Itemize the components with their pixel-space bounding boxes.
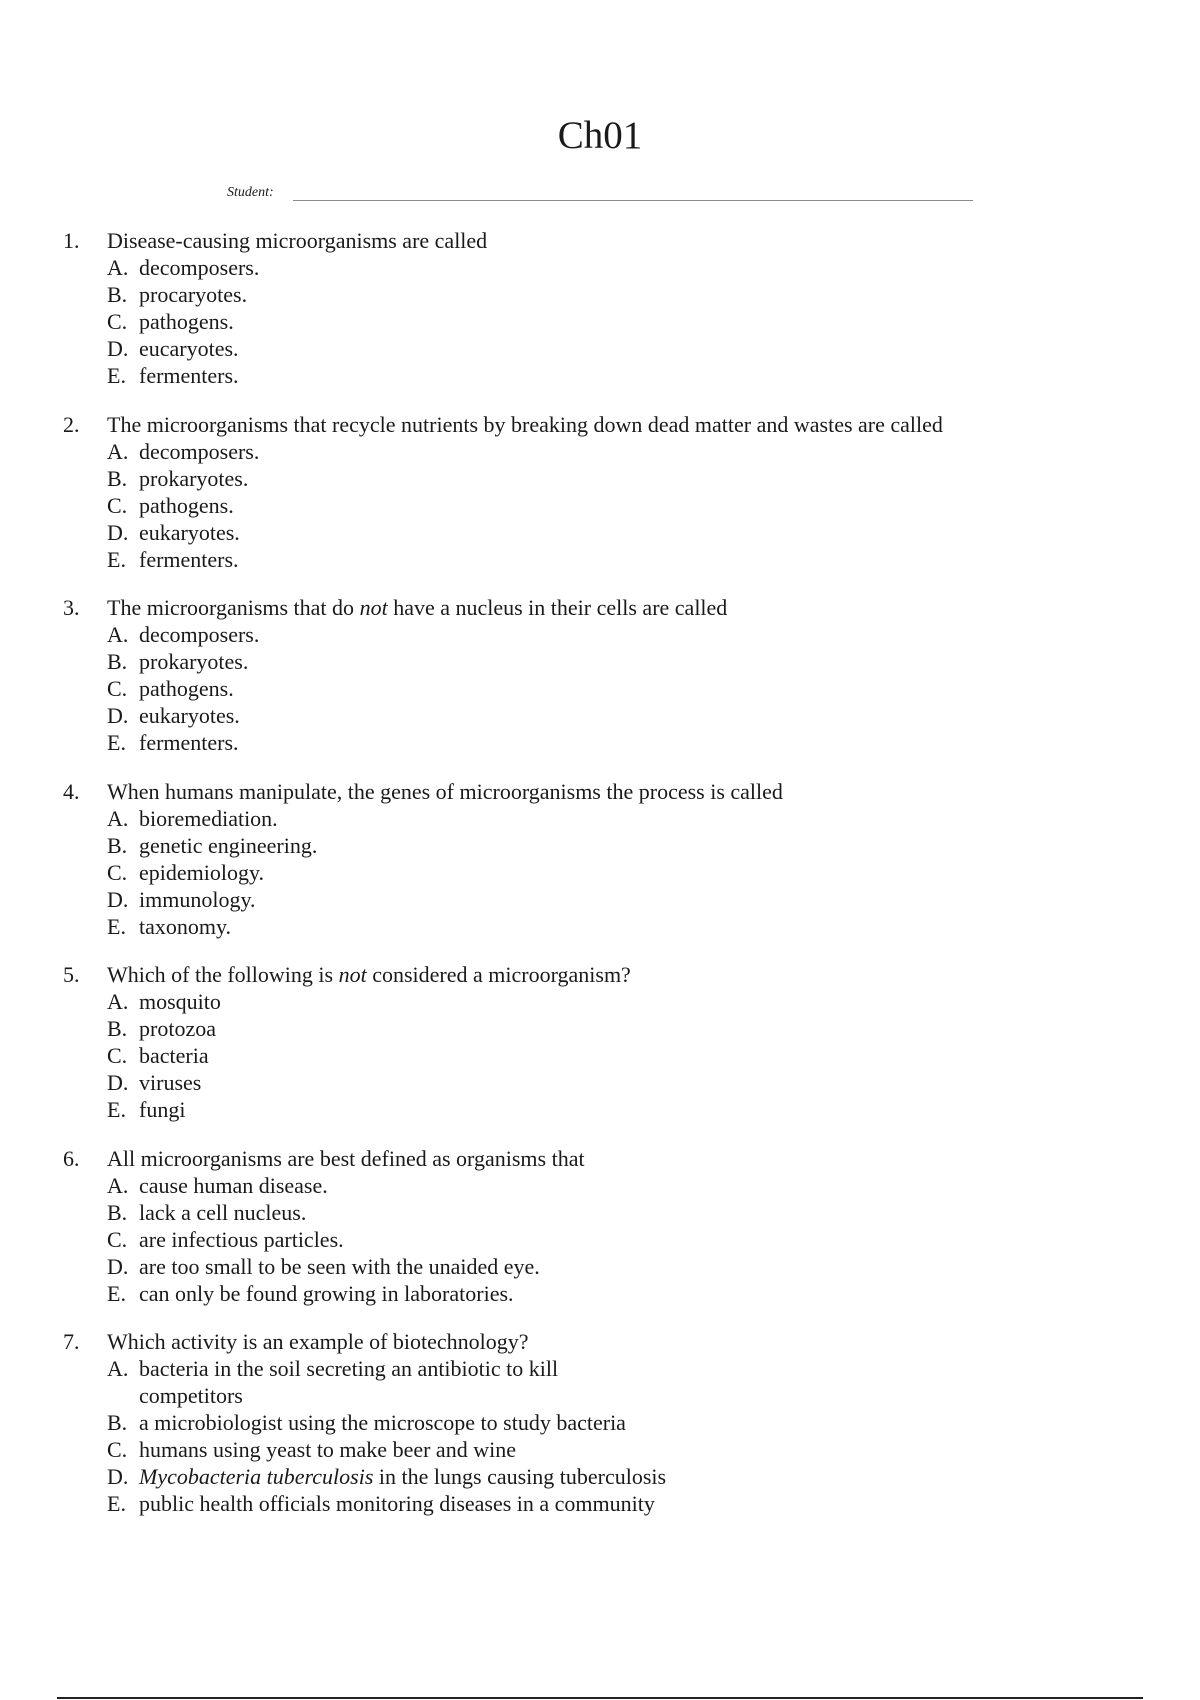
- question-4: [0, 778, 1200, 962]
- answer-option-c: [107, 859, 317, 886]
- option-text: eukaryotes.: [139, 519, 240, 545]
- answer-option-b: [107, 281, 259, 308]
- option-text: viruses: [139, 1070, 202, 1095]
- option-text: taxonomy.: [139, 913, 232, 939]
- question-number: 1.: [63, 228, 80, 253]
- question-stem: When humans manipulate, the genes of microorganisms the process is called: [107, 778, 783, 804]
- option-text: fermenters.: [139, 363, 239, 388]
- option-text: decomposers.: [139, 438, 260, 464]
- option-text: mosquito: [139, 989, 221, 1014]
- answer-option-d: [107, 886, 317, 913]
- answer-option-e: [107, 362, 259, 389]
- option-text: cause human disease.: [139, 1172, 328, 1198]
- answer-option-b: [107, 648, 259, 675]
- option-letter: E.: [107, 363, 126, 388]
- option-letter: D.: [107, 1070, 129, 1095]
- answer-option-a: [107, 1355, 666, 1409]
- option-text: are too small to be seen with the unaided eye.: [139, 1253, 540, 1279]
- question-stem: [107, 961, 631, 988]
- option-text-rest: in the lungs causing tuberculosis: [373, 1464, 667, 1489]
- question-1: [0, 227, 1200, 411]
- answer-option-e: [107, 1490, 666, 1517]
- option-text: fungi: [139, 1097, 186, 1122]
- option-letter: B.: [107, 1016, 128, 1041]
- option-text: [139, 1464, 666, 1489]
- answer-options: [107, 1172, 540, 1307]
- stem-text: considered a microorganism?: [366, 962, 631, 987]
- question-number: 7.: [63, 1329, 80, 1354]
- answer-option-c: [107, 308, 259, 335]
- answer-options: [107, 438, 259, 573]
- option-letter: D.: [107, 1253, 129, 1279]
- option-text: public health officials monitoring diseases in a community: [139, 1491, 655, 1516]
- option-letter: B.: [107, 649, 128, 674]
- page-title: Ch01: [557, 114, 643, 157]
- option-text: bacteria in the soil secreting an antibiotic to kill competitors: [139, 1356, 559, 1408]
- option-letter: E.: [107, 546, 126, 572]
- answer-option-e: [107, 1280, 540, 1307]
- answer-option-c: [107, 1436, 666, 1463]
- option-letter: E.: [107, 1491, 126, 1516]
- option-text: protozoa: [139, 1016, 216, 1041]
- answer-option-c: [107, 492, 259, 519]
- answer-option-b: [107, 465, 259, 492]
- answer-option-d: [107, 335, 259, 362]
- option-text: genetic engineering.: [139, 832, 318, 858]
- question-number: 2.: [63, 411, 80, 437]
- answer-option-e: [107, 546, 259, 573]
- option-letter: D.: [107, 336, 129, 361]
- answer-options: [107, 805, 317, 940]
- species-name: Mycobacteria tuberculosis: [139, 1464, 374, 1489]
- option-letter: C.: [107, 309, 128, 334]
- option-letter: C.: [107, 859, 128, 885]
- question-number: 3.: [63, 595, 80, 620]
- option-text: eucaryotes.: [139, 336, 239, 361]
- student-name-line: [293, 200, 973, 201]
- option-letter: A.: [107, 622, 129, 647]
- option-letter: C.: [107, 492, 128, 518]
- question-list: [0, 227, 1200, 1516]
- student-label: Student:: [227, 185, 274, 200]
- stem-text: Which of the following is: [107, 962, 339, 987]
- answer-option-e: [107, 913, 317, 940]
- option-letter: A.: [107, 805, 129, 831]
- option-text: epidemiology.: [139, 859, 265, 885]
- answer-option-d: [107, 702, 259, 729]
- option-text: lack a cell nucleus.: [139, 1199, 307, 1225]
- answer-option-b: [107, 832, 317, 859]
- question-stem: Which activity is an example of biotechnology?: [107, 1329, 529, 1354]
- option-letter: E.: [107, 913, 126, 939]
- question-number: 5.: [63, 962, 80, 987]
- question-stem: All microorganisms are best defined as organisms that: [107, 1145, 585, 1171]
- option-text: prokaryotes.: [139, 465, 249, 491]
- question-number: 4.: [63, 778, 80, 804]
- option-letter: A.: [107, 989, 129, 1014]
- option-letter: B.: [107, 1199, 128, 1225]
- option-letter: C.: [107, 1226, 128, 1252]
- answer-options: [107, 988, 221, 1123]
- answer-option-d: [107, 1463, 666, 1490]
- option-letter: C.: [107, 1043, 128, 1068]
- option-text: eukaryotes.: [139, 703, 240, 728]
- answer-options: [107, 1355, 666, 1517]
- answer-options: [107, 254, 259, 389]
- option-letter: A.: [107, 1172, 129, 1198]
- question-5: [0, 961, 1200, 1145]
- option-letter: B.: [107, 465, 128, 491]
- stem-text: have a nucleus in their cells are called: [387, 595, 728, 620]
- option-letter: B.: [107, 282, 128, 307]
- answer-option-a: [107, 621, 259, 648]
- option-text: can only be found growing in laboratories.: [139, 1280, 514, 1306]
- answer-options: [107, 621, 259, 756]
- answer-option-a: [107, 1172, 540, 1199]
- answer-option-c: [107, 675, 259, 702]
- option-text: procaryotes.: [139, 282, 248, 307]
- question-2: [0, 411, 1200, 595]
- question-number: 6.: [63, 1145, 80, 1171]
- stem-text: The microorganisms that do: [107, 595, 360, 620]
- answer-option-d: [107, 1069, 221, 1096]
- option-text: bioremediation.: [139, 805, 278, 831]
- answer-option-d: [107, 1253, 540, 1280]
- stem-emphasis: not: [338, 962, 367, 987]
- answer-option-e: [107, 1096, 221, 1123]
- option-letter: B.: [107, 832, 128, 858]
- option-text: decomposers.: [139, 255, 260, 280]
- answer-option-a: [107, 805, 317, 832]
- option-letter: D.: [107, 703, 129, 728]
- option-letter: A.: [107, 1356, 129, 1381]
- question-stem: The microorganisms that recycle nutrients by breaking down dead matter and wastes are called: [107, 411, 943, 437]
- footer-rule: [57, 1697, 1143, 1699]
- option-text: bacteria: [139, 1043, 209, 1068]
- question-7: [0, 1328, 1200, 1516]
- option-text: a microbiologist using the microscope to study bacteria: [139, 1410, 626, 1435]
- option-text: pathogens.: [139, 309, 234, 334]
- answer-option-e: [107, 729, 259, 756]
- option-text: prokaryotes.: [139, 649, 249, 674]
- option-letter: D.: [107, 519, 129, 545]
- answer-option-a: [107, 438, 259, 465]
- option-letter: A.: [107, 438, 129, 464]
- option-text: immunology.: [139, 886, 256, 912]
- answer-option-a: [107, 254, 259, 281]
- option-text: fermenters.: [139, 546, 239, 572]
- option-text: are infectious particles.: [139, 1226, 344, 1252]
- option-letter: E.: [107, 1280, 126, 1306]
- question-3: [0, 594, 1200, 778]
- option-letter: D.: [107, 1464, 129, 1489]
- answer-option-b: [107, 1199, 540, 1226]
- option-text: fermenters.: [139, 730, 239, 755]
- question-stem: Disease-causing microorganisms are called: [107, 228, 488, 253]
- answer-option-a: [107, 988, 221, 1015]
- stem-emphasis: not: [359, 595, 388, 620]
- option-text: pathogens.: [139, 676, 234, 701]
- option-letter: A.: [107, 255, 129, 280]
- option-letter: E.: [107, 730, 126, 755]
- student-field: [227, 184, 973, 204]
- answer-option-c: [107, 1042, 221, 1069]
- option-text: decomposers.: [139, 622, 260, 647]
- question-6: [0, 1145, 1200, 1329]
- option-text: humans using yeast to make beer and wine: [139, 1437, 516, 1462]
- option-letter: C.: [107, 676, 128, 701]
- answer-option-d: [107, 519, 259, 546]
- option-letter: E.: [107, 1097, 126, 1122]
- option-letter: D.: [107, 886, 129, 912]
- option-letter: C.: [107, 1437, 128, 1462]
- option-letter: B.: [107, 1410, 128, 1435]
- answer-option-b: [107, 1015, 221, 1042]
- question-stem: [107, 594, 727, 621]
- answer-option-c: [107, 1226, 540, 1253]
- answer-option-b: [107, 1409, 666, 1436]
- option-text: pathogens.: [139, 492, 234, 518]
